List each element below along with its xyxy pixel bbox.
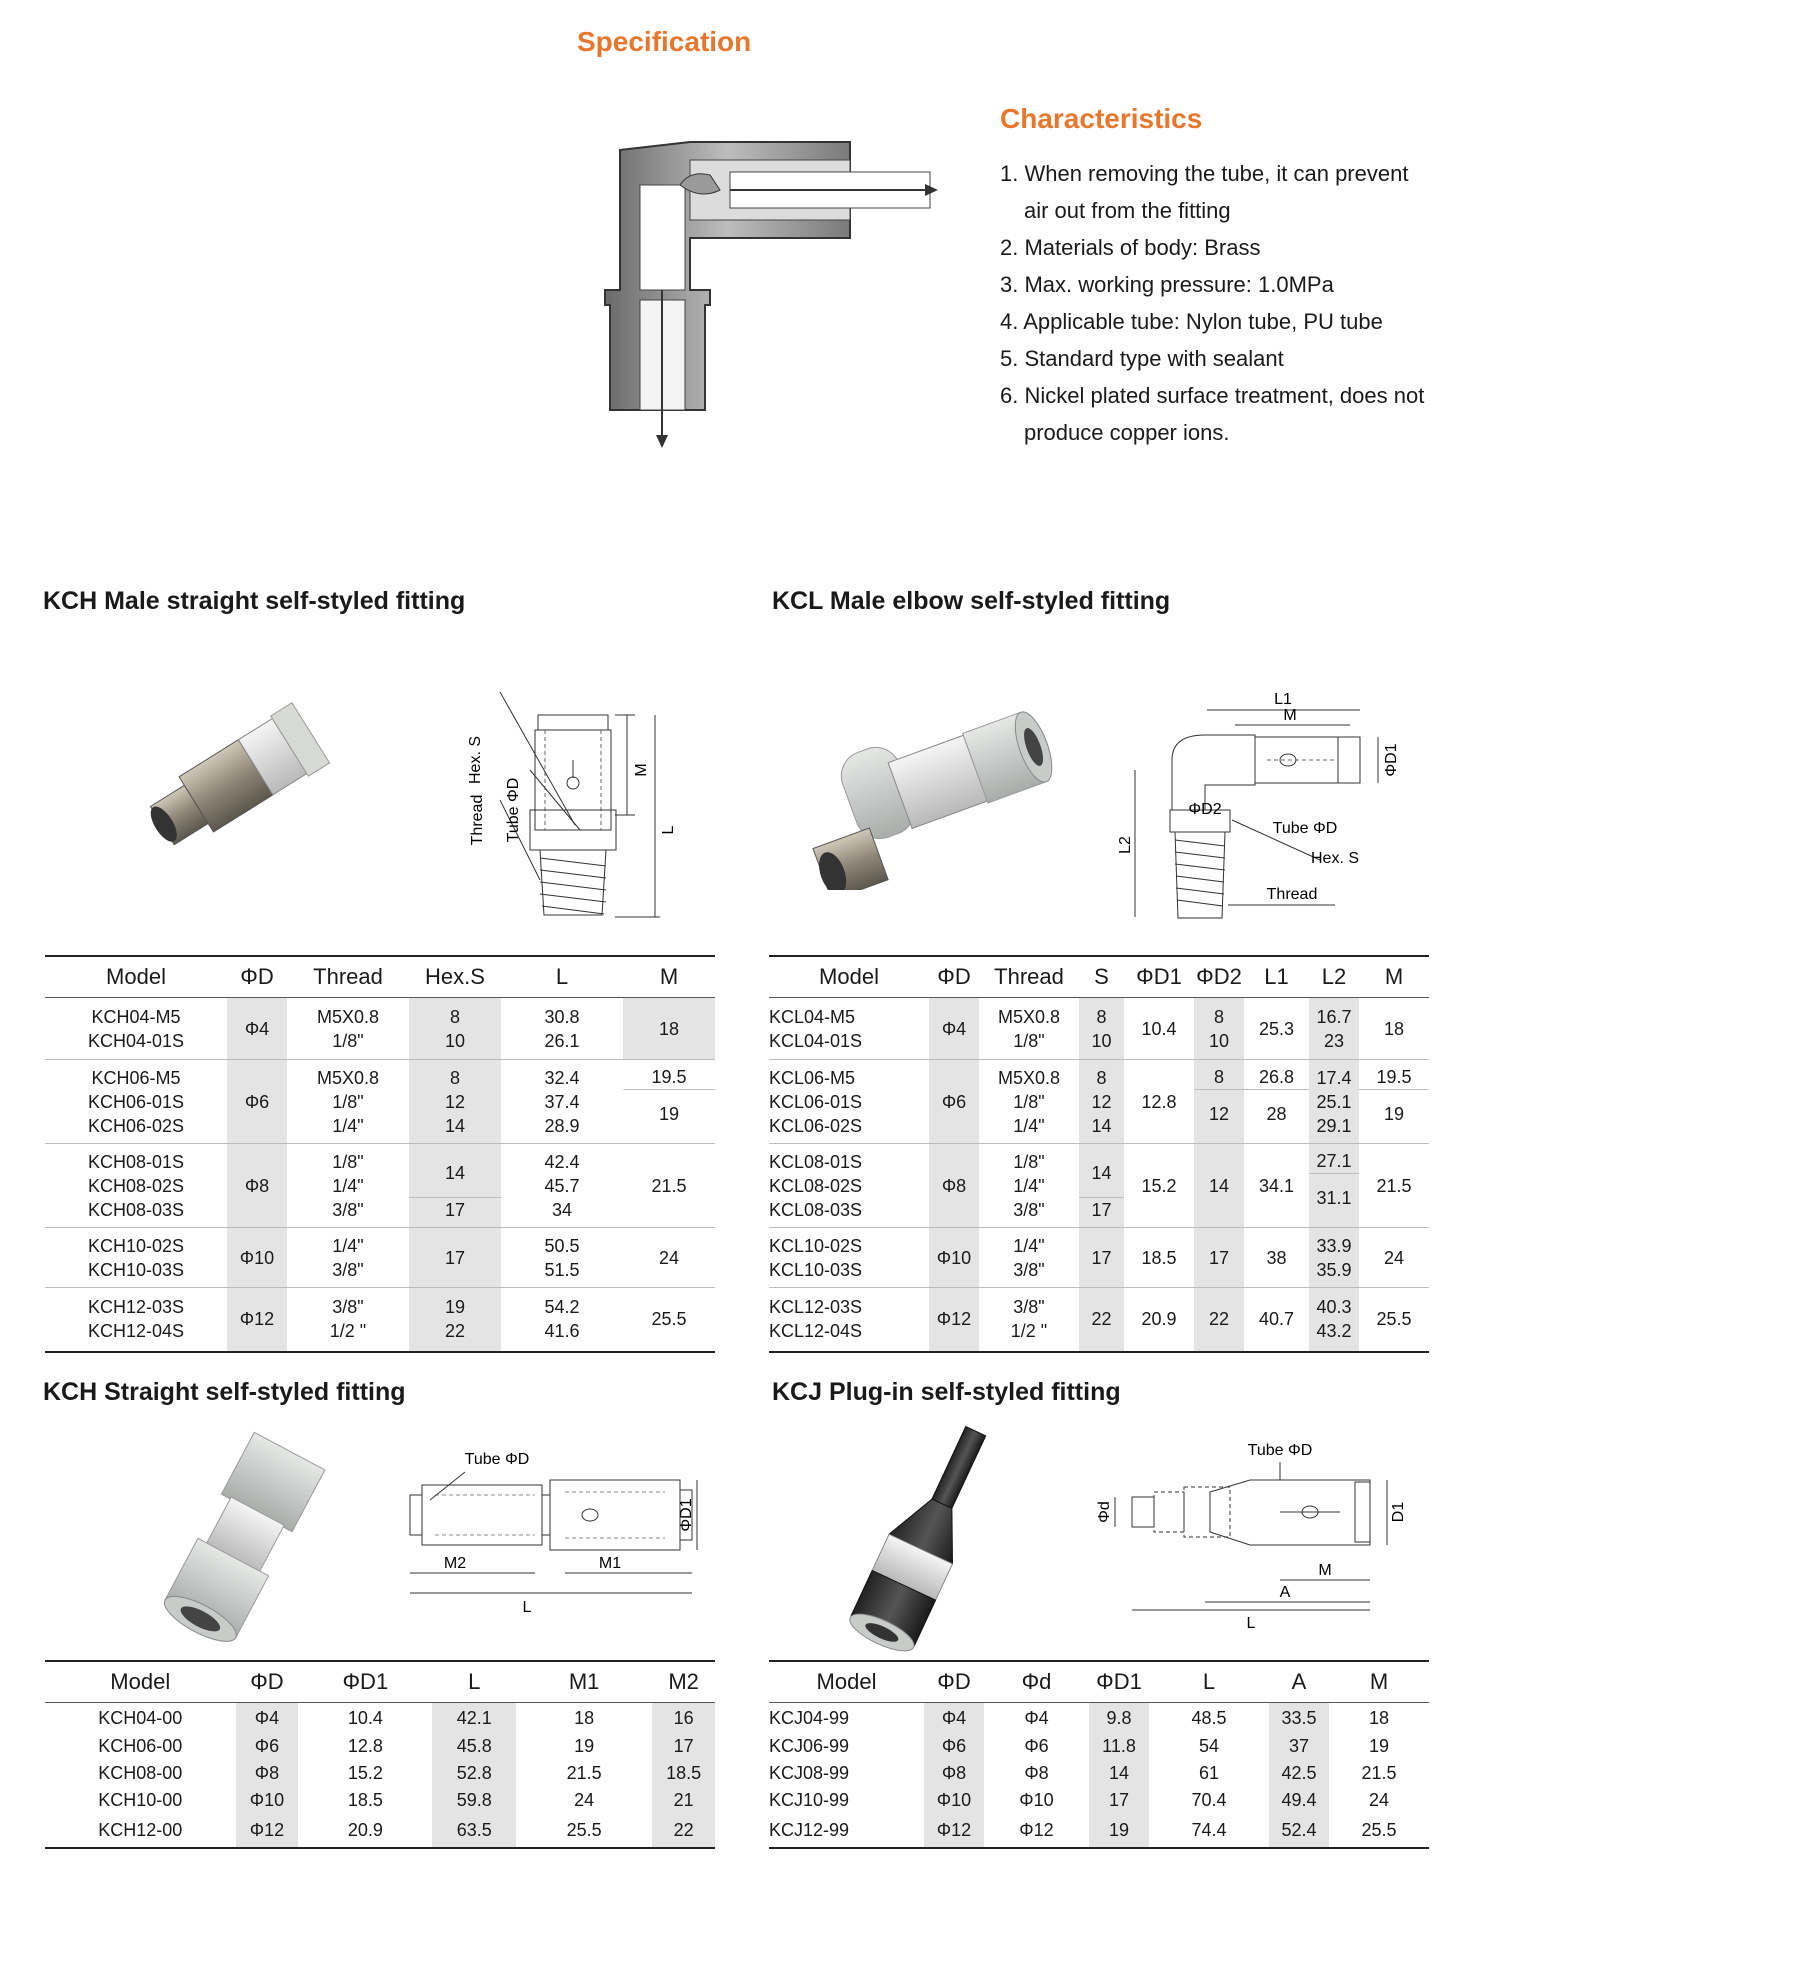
table-row: KCL08-01S KCL08-02S KCL08-03S Φ8 1/8" 1/4" 3/8" 14 17 15.2 14 34.1 27.1 31.1 21.5 [769,1144,1429,1228]
table-row: KCJ12-99 Φ12 Φ12 19 74.4 52.4 25.5 [769,1814,1429,1848]
column-header: Φd [984,1661,1089,1703]
kch-straight-photo [130,1420,360,1650]
kch-male-dim-hex: Hex. S [467,735,484,785]
column-header: ΦD1 [298,1661,432,1703]
kcl-dim-d1: ΦD1 [1383,743,1400,777]
column-header: L1 [1244,956,1309,998]
column-header: Thread [979,956,1079,998]
table-row: KCH10-00 Φ10 18.5 59.8 24 21 [45,1787,715,1814]
characteristic-item: 3. Max. working pressure: 1.0MPa [1000,272,1334,297]
kch-male-title: KCH Male straight self-styled fitting [43,587,466,615]
column-header: S [1079,956,1124,998]
table-row: KCH04-00 Φ4 10.4 42.1 18 16 [45,1703,715,1733]
characteristic-item: 2. Materials of body: Brass [1000,235,1261,260]
table-row: KCJ08-99 Φ8 Φ8 14 61 42.5 21.5 [769,1760,1429,1787]
kcj-photo [830,1420,1020,1660]
table-row: KCH06-M5 KCH06-01S KCH06-02S Φ6 M5X0.8 1/8" 1/4" 8 12 14 32.4 37.4 28.9 19.5 19 [45,1060,715,1144]
kch-straight-dim-l: L [522,1599,532,1616]
kcl-dim-thread: Thread [1266,886,1318,903]
kcj-spec-table [769,1660,1429,1849]
table-row: KCH08-00 Φ8 15.2 52.8 21.5 18.5 [45,1760,715,1787]
characteristics-title: Characteristics [1000,103,1203,134]
characteristic-item: 6. Nickel plated surface treatment, does not produce copper ions. [1000,383,1425,445]
kcl-photo [780,690,1090,890]
column-header: Model [769,1661,924,1703]
kcl-dim-hex: Hex. S [1310,850,1360,867]
table-row: KCH10-02S KCH10-03S Φ10 1/4" 3/8" 17 50.5 51.5 24 [45,1228,715,1288]
column-header: ΦD [236,1661,299,1703]
kcl-title: KCL Male elbow self-styled fitting [772,587,1171,615]
table-row: KCL06-M5 KCL06-01S KCL06-02S Φ6 M5X0.8 1/8" 1/4" 8 12 14 12.8 8 12 26.8 28 17.4 25.1 29.1 19.5 19 [769,1060,1429,1144]
column-header: ΦD [924,1661,984,1703]
characteristic-item: 4. Applicable tube: Nylon tube, PU tube [1000,309,1383,334]
kcj-dimension-drawing [1085,1440,1415,1630]
kcj-dim-d1: D1 [1390,1501,1407,1523]
column-header: Hex.S [409,956,501,998]
table-row: KCH08-01S KCH08-02S KCH08-03S Φ8 1/8" 1/4" 3/8" 14 17 42.4 45.7 34 21.5 [45,1144,715,1228]
characteristics-list [1000,155,1460,451]
specification-title: Specification [577,26,752,57]
kch-straight-dim-m2: M2 [443,1555,467,1572]
column-header: L [432,1661,516,1703]
kch-male-dimension-drawing [460,680,690,925]
kch-straight-dim-d1: ΦD1 [678,1498,695,1532]
column-header: M [623,956,715,998]
kch-male-dim-m: M [633,763,650,777]
table-row: KCL04-M5 KCL04-01S Φ4 M5X0.8 1/8" 8 10 10.4 8 10 25.3 16.7 23 18 [769,998,1429,1060]
column-header: L [1149,1661,1269,1703]
column-header: M [1329,1661,1429,1703]
kch-male-dim-l: L [660,825,677,835]
kcj-dim-d: Φd [1096,1501,1113,1523]
column-header: L [501,956,623,998]
kcl-spec-table [769,955,1429,1353]
kcj-dim-tube: Tube ΦD [1247,1442,1313,1459]
column-header: L2 [1309,956,1359,998]
kch-male-dim-thread: Thread [469,794,486,846]
table-row: KCH12-03S KCH12-04S Φ12 3/8" 1/2 " 19 22 54.2 41.6 25.5 [45,1288,715,1352]
kcl-dim-l2: L2 [1117,836,1134,854]
table-row: KCL12-03S KCL12-04S Φ12 3/8" 1/2 " 22 20.9 22 40.7 40.3 43.2 25.5 [769,1288,1429,1352]
table-row: KCJ10-99 Φ10 Φ10 17 70.4 49.4 24 [769,1787,1429,1814]
kch-straight-dimension-drawing [405,1440,715,1620]
kcl-dim-l1: L1 [1274,691,1292,708]
column-header: ΦD [227,956,287,998]
table-row: KCL10-02S KCL10-03S Φ10 1/4" 3/8" 17 18.5 17 38 33.9 35.9 24 [769,1228,1429,1288]
elbow-cross-section-drawing [580,130,940,450]
kcj-dim-a: A [1279,1584,1291,1601]
kcj-dim-l: L [1246,1615,1256,1630]
column-header: Model [769,956,929,998]
kcl-dim-m: M [1283,707,1297,724]
column-header: Model [45,956,227,998]
column-header: M [1359,956,1429,998]
column-header: ΦD1 [1089,1661,1149,1703]
table-row: KCJ04-99 Φ4 Φ4 9.8 48.5 33.5 18 [769,1703,1429,1733]
table-row: KCJ06-99 Φ6 Φ6 11.8 54 37 19 [769,1733,1429,1760]
kch-straight-title: KCH Straight self-styled fitting [43,1378,406,1406]
characteristic-item: 5. Standard type with sealant [1000,346,1284,371]
kch-straight-spec-table [45,1660,715,1849]
column-header: A [1269,1661,1329,1703]
column-header: ΦD2 [1194,956,1244,998]
column-header: Model [45,1661,236,1703]
kch-straight-dim-tube: Tube ΦD [464,1451,530,1468]
column-header: Thread [287,956,409,998]
table-row: KCH04-M5 KCH04-01S Φ4 M5X0.8 1/8" 8 10 30.8 26.1 18 [45,998,715,1060]
table-row: KCH12-00 Φ12 20.9 63.5 25.5 22 [45,1814,715,1848]
kch-straight-dim-m1: M1 [598,1555,622,1572]
column-header: ΦD1 [1124,956,1194,998]
table-row: KCH06-00 Φ6 12.8 45.8 19 17 [45,1733,715,1760]
kcl-dimension-drawing [1110,680,1410,930]
kch-male-photo [120,690,360,870]
kch-male-dim-tube: Tube ΦD [505,777,522,843]
column-header: ΦD [929,956,979,998]
kcj-dim-m: M [1318,1562,1332,1579]
kch-male-spec-table [45,955,715,1353]
column-header: M2 [652,1661,715,1703]
kcl-dim-tube: Tube ΦD [1272,820,1338,837]
column-header: M1 [516,1661,652,1703]
characteristic-item: 1. When removing the tube, it can prevent air out from the fitting [1000,161,1409,223]
kcl-dim-d2: ΦD2 [1188,801,1222,818]
kcj-title: KCJ Plug-in self-styled fitting [772,1378,1121,1406]
